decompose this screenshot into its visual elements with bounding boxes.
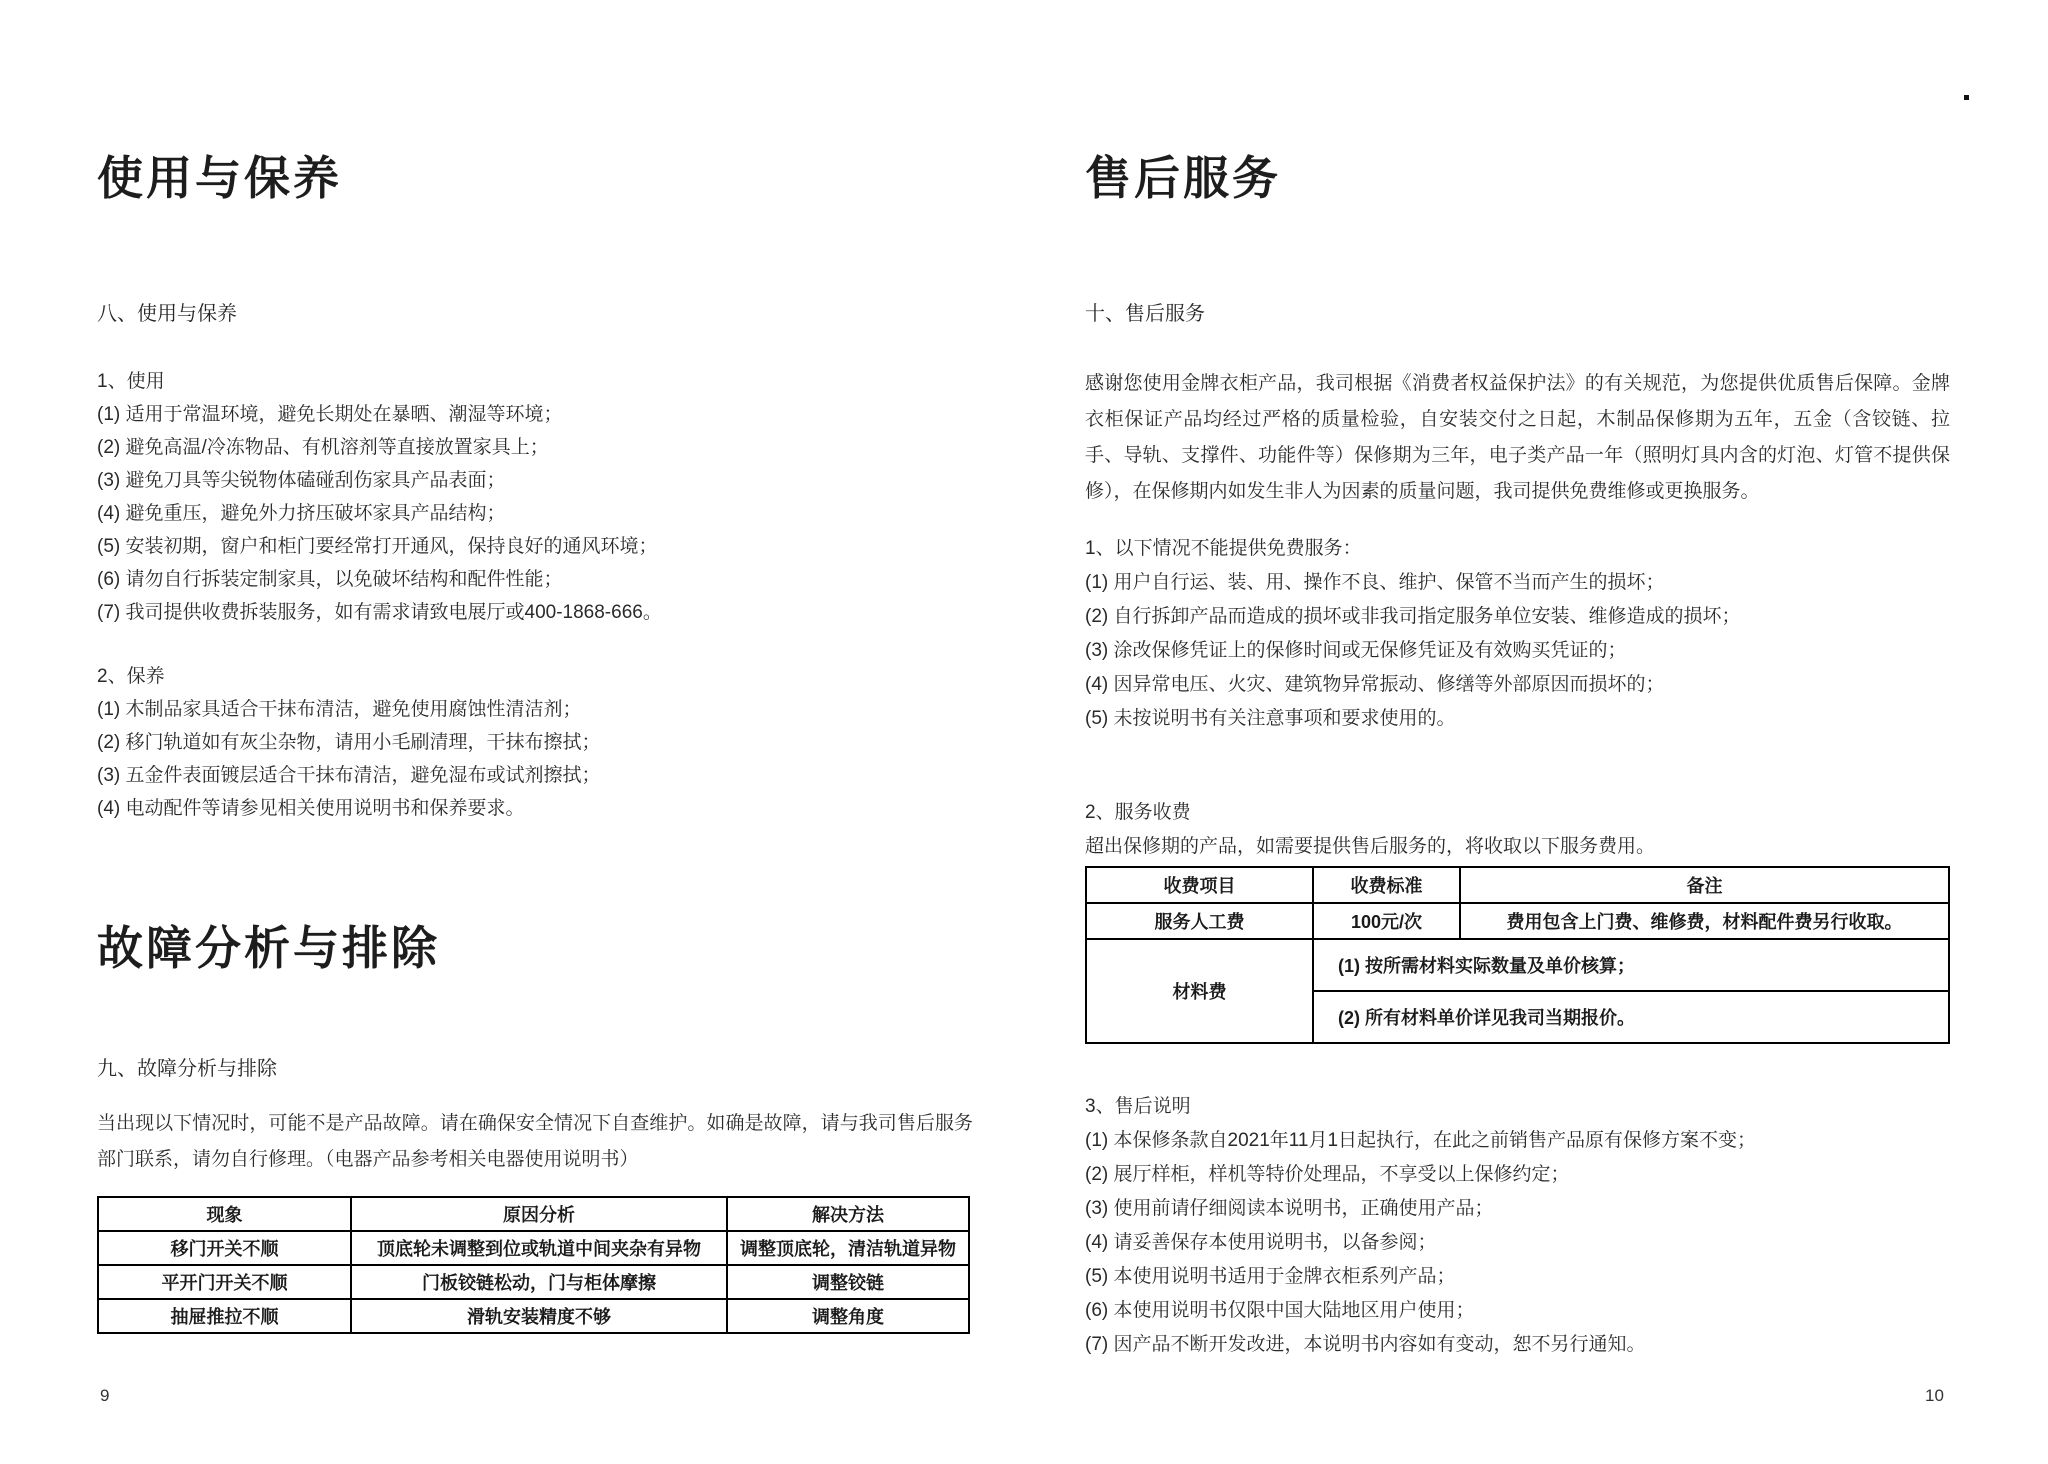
service-fees-intro — [1085, 796, 1655, 864]
table-row — [98, 1231, 969, 1265]
table-header-cell: 解决方法 — [727, 1197, 969, 1231]
list-item: (2) 展厅样柜，样机等特价处理品，不享受以上保修约定； — [1085, 1164, 1570, 1185]
service-fees-text: 超出保修期的产品，如需要提供售后服务的，将收取以下服务费用。 — [1085, 836, 1656, 857]
section-heading-9: 九、故障分析与排除 — [97, 1058, 277, 1080]
list-item: (4) 因异常电压、火灾、建筑物异常振动、修缮等外部原因而损坏的； — [1085, 674, 1665, 695]
service-fees-heading: 2、服务收费 — [1085, 802, 1191, 823]
table-header-cell: 原因分析 — [351, 1197, 727, 1231]
maintain-list-heading: 2、保养 — [97, 666, 165, 687]
table-cell-material-label: 材料费 — [1086, 939, 1313, 1043]
table-cell: 顶底轮未调整到位或轨道中间夹杂有异物 — [351, 1231, 727, 1265]
table-header-cell: 收费项目 — [1086, 867, 1313, 903]
table-row — [1086, 939, 1949, 991]
table-cell: 门板铰链松动，门与柜体摩擦 — [351, 1265, 727, 1299]
list-item: (4) 电动配件等请参见相关使用说明书和保养要求。 — [97, 798, 525, 819]
list-item: (2) 移门轨道如有灰尘杂物，请用小毛刷清理，干抹布擦拭； — [97, 732, 601, 753]
table-header-cell: 备注 — [1460, 867, 1949, 903]
table-cell: 滑轨安装精度不够 — [351, 1299, 727, 1333]
list-item: (3) 避免刀具等尖锐物体磕碰刮伤家具产品表面； — [97, 470, 506, 491]
list-item: (2) 避免高温/冷冻物品、有机溶剂等直接放置家具上； — [97, 437, 549, 458]
table-cell: 调整角度 — [727, 1299, 969, 1333]
list-item: (1) 本保修条款自2021年11月1日起执行，在此之前销售产品原有保修方案不变； — [1085, 1130, 1757, 1151]
maintain-list — [97, 660, 601, 825]
list-item: (3) 五金件表面镀层适合干抹布清洁，避免湿布或试剂擦拭； — [97, 765, 601, 786]
list-item: (1) 适用于常温环境，避免长期处在暴晒、潮湿等环境； — [97, 404, 563, 425]
service-intro-paragraph: 感谢您使用金牌衣柜产品，我司根据《消费者权益保护法》的有关规范，为您提供优质售后保障。金牌衣柜保证产品均经过严格的质量检验，自安装交付之日起，木制品保修期为五年，五金（含铰链、拉手、导轨、支撑件、功能件等）保修期为三年，电子类产品一年（照明灯具内含的灯泡、灯管不提供保修），在保修期内如发生非人为因素的质量问题，我司提供免费维修或更换服务。 — [1085, 373, 1950, 502]
use-list — [97, 365, 662, 629]
table-cell: (1) 按所需材料实际数量及单价核算； — [1313, 939, 1949, 991]
fees-table — [1085, 866, 1950, 1044]
table-header-row — [1086, 867, 1949, 903]
fault-intro-paragraph: 当出现以下情况时，可能不是产品故障。请在确保安全情况下自查维护。如确是故障，请与我司售后服务部门联系，请勿自行修理。（电器产品参考相关电器使用说明书） — [97, 1113, 973, 1170]
list-item: (1) 木制品家具适合干抹布清洁，避免使用腐蚀性清洁剂； — [97, 699, 582, 720]
list-item: (5) 未按说明书有关注意事项和要求使用的。 — [1085, 708, 1456, 729]
table-header-cell: 现象 — [98, 1197, 351, 1231]
table-row — [98, 1265, 969, 1299]
table-cell: 调整顶底轮，清洁轨道异物 — [727, 1231, 969, 1265]
table-cell: 调整铰链 — [727, 1265, 969, 1299]
list-item: (7) 因产品不断开发改进，本说明书内容如有变动，恕不另行通知。 — [1085, 1334, 1646, 1355]
table-header-cell: 收费标准 — [1313, 867, 1460, 903]
list-item: (5) 安装初期，窗户和柜门要经常打开通风，保持良好的通风环境； — [97, 536, 658, 557]
list-item: (7) 我司提供收费拆装服务，如有需求请致电展厅或400-1868-666。 — [97, 602, 662, 623]
page-number-right: 10 — [1925, 1386, 1944, 1405]
table-row — [98, 1299, 969, 1333]
table-cell: 移门开关不顺 — [98, 1231, 351, 1265]
section-heading-8: 八、使用与保养 — [97, 303, 237, 325]
list-item: (4) 请妥善保存本使用说明书，以备参阅； — [1085, 1232, 1437, 1253]
section-heading-10: 十、售后服务 — [1085, 303, 1205, 325]
after-sales-notes-heading: 3、售后说明 — [1085, 1096, 1191, 1117]
page-title-after-sales: 售后服务 — [1085, 152, 1281, 204]
table-header-row — [98, 1197, 969, 1231]
after-sales-notes-list — [1085, 1090, 1756, 1362]
table-cell: 费用包含上门费、维修费，材料配件费另行收取。 — [1460, 903, 1949, 939]
list-item: (6) 本使用说明书仅限中国大陆地区用户使用； — [1085, 1300, 1475, 1321]
table-cell: 100元/次 — [1313, 903, 1460, 939]
use-list-heading: 1、使用 — [97, 371, 165, 392]
table-cell: 服务人工费 — [1086, 903, 1313, 939]
list-item: (3) 涂改保修凭证上的保修时间或无保修凭证及有效购买凭证的； — [1085, 640, 1627, 661]
table-cell: 平开门开关不顺 — [98, 1265, 351, 1299]
page-number-left: 9 — [100, 1386, 110, 1405]
page-title-use-care: 使用与保养 — [97, 152, 342, 204]
fault-table — [97, 1196, 970, 1334]
list-item: (1) 用户自行运、装、用、操作不良、维护、保管不当而产生的损坏； — [1085, 572, 1665, 593]
table-cell: 抽屉推拉不顺 — [98, 1299, 351, 1333]
page-title-fault-analysis: 故障分析与排除 — [97, 922, 440, 974]
table-cell: (2) 所有材料单价详见我司当期报价。 — [1313, 991, 1949, 1043]
corner-dot — [1964, 95, 1969, 100]
list-item: (4) 避免重压，避免外力挤压破坏家具产品结构； — [97, 503, 506, 524]
table-row — [1086, 903, 1949, 939]
list-item: (6) 请勿自行拆装定制家具，以免破坏结构和配件性能； — [97, 569, 563, 590]
no-free-service-list — [1085, 532, 1741, 736]
no-free-service-heading: 1、以下情况不能提供免费服务： — [1085, 538, 1362, 559]
list-item: (2) 自行拆卸产品而造成的损坏或非我司指定服务单位安装、维修造成的损坏； — [1085, 606, 1741, 627]
list-item: (3) 使用前请仔细阅读本说明书，正确使用产品； — [1085, 1198, 1494, 1219]
list-item: (5) 本使用说明书适用于金牌衣柜系列产品； — [1085, 1266, 1456, 1287]
